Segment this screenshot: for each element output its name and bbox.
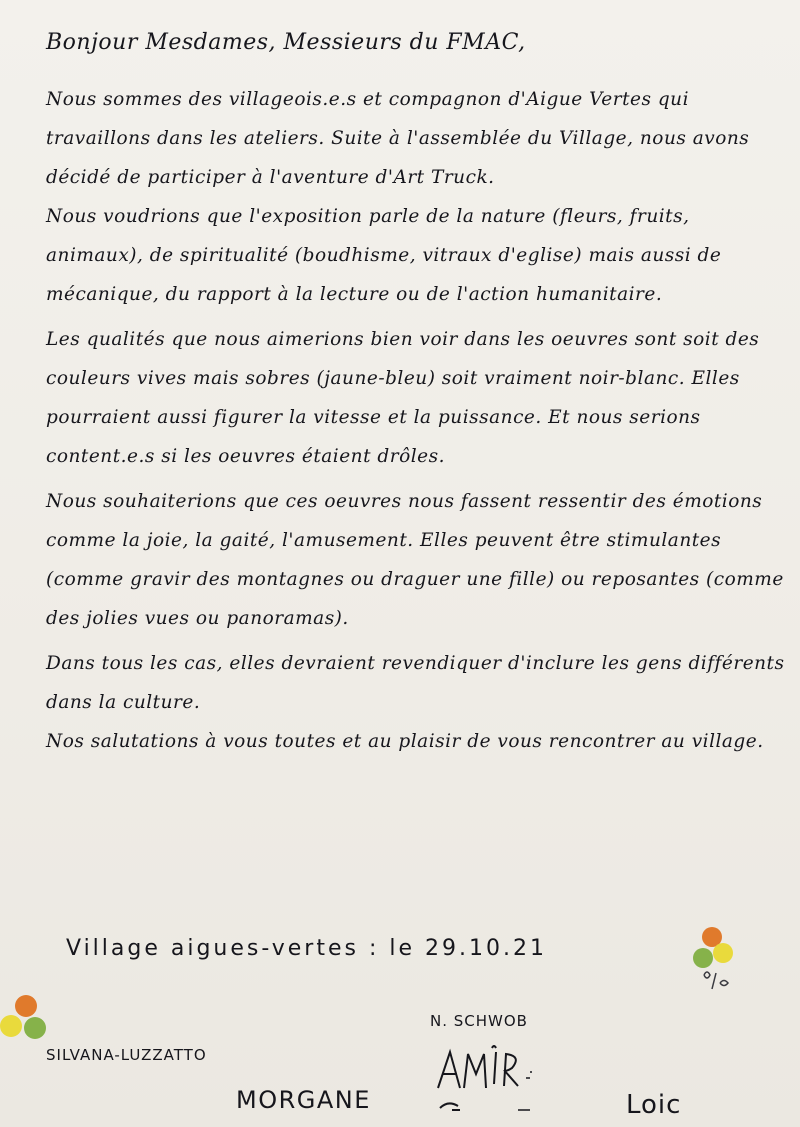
letter-body [46,80,786,761]
paragraph-closing: Nos salutations à vous toutes et au plaisir de vous rencontrer au village. [46,731,764,752]
signature-loic: Loic [626,1090,682,1120]
signature-morgane: MORGANE [236,1086,371,1114]
paragraph-inclusion: Dans tous les cas, elles devraient revendiquer d'inclure les gens différents dans la culture. [46,653,785,713]
signature-silvana: SILVANA-LUZZATTO [46,1046,207,1064]
logo-dot-green [693,948,713,968]
paragraph-themes: Nous voudrions que l'exposition parle de la nature (fleurs, fruits, animaux), de spiritualité (boudhisme, vitraux d'eglise) mais aussi de mécanique, du rapport à la lecture ou de l'action humanitaire. [46,206,722,305]
letter-greeting: Bonjour Mesdames, Messieurs du FMAC, [46,30,526,55]
signature-amir [430,1038,550,1118]
village-logo-right [688,925,740,997]
paragraph-emotions: Nous souhaiterions que ces oeuvres nous fassent ressentir des émotions comme la joie, la gaité, l'amusement. Elles peuvent être stimulantes (comme gravir des montagnes ou draguer une fille) ou reposantes (comme des jolies vues ou panoramas). [46,491,784,629]
village-logo-left [0,992,52,1044]
logo-dot-orange [15,995,37,1017]
logo-dot-yellow [0,1015,22,1037]
place-and-date: Village aigues-vertes : le 29.10.21 [66,936,547,961]
logo-dot-green [24,1017,46,1039]
signature-schwob: N. SCHWOB [430,1012,528,1030]
logo-dot-yellow [713,943,733,963]
paragraph-intro: Nous sommes des villageois.e.s et compagnon d'Aigue Vertes qui travaillons dans les ateliers. Suite à l'assemblée du Village, nous avons décidé de participer à l'aventure d'Art Truck. [46,89,750,188]
paragraph-qualities: Les qualités que nous aimerions bien voir dans les oeuvres sont soit des couleurs vives mais sobres (jaune-bleu) soit vraiment noir-blanc. Elles pourraient aussi figurer la vitesse et la puissance. Et nous serions content.e.s si les oeuvres étaient drôles. [46,329,760,467]
